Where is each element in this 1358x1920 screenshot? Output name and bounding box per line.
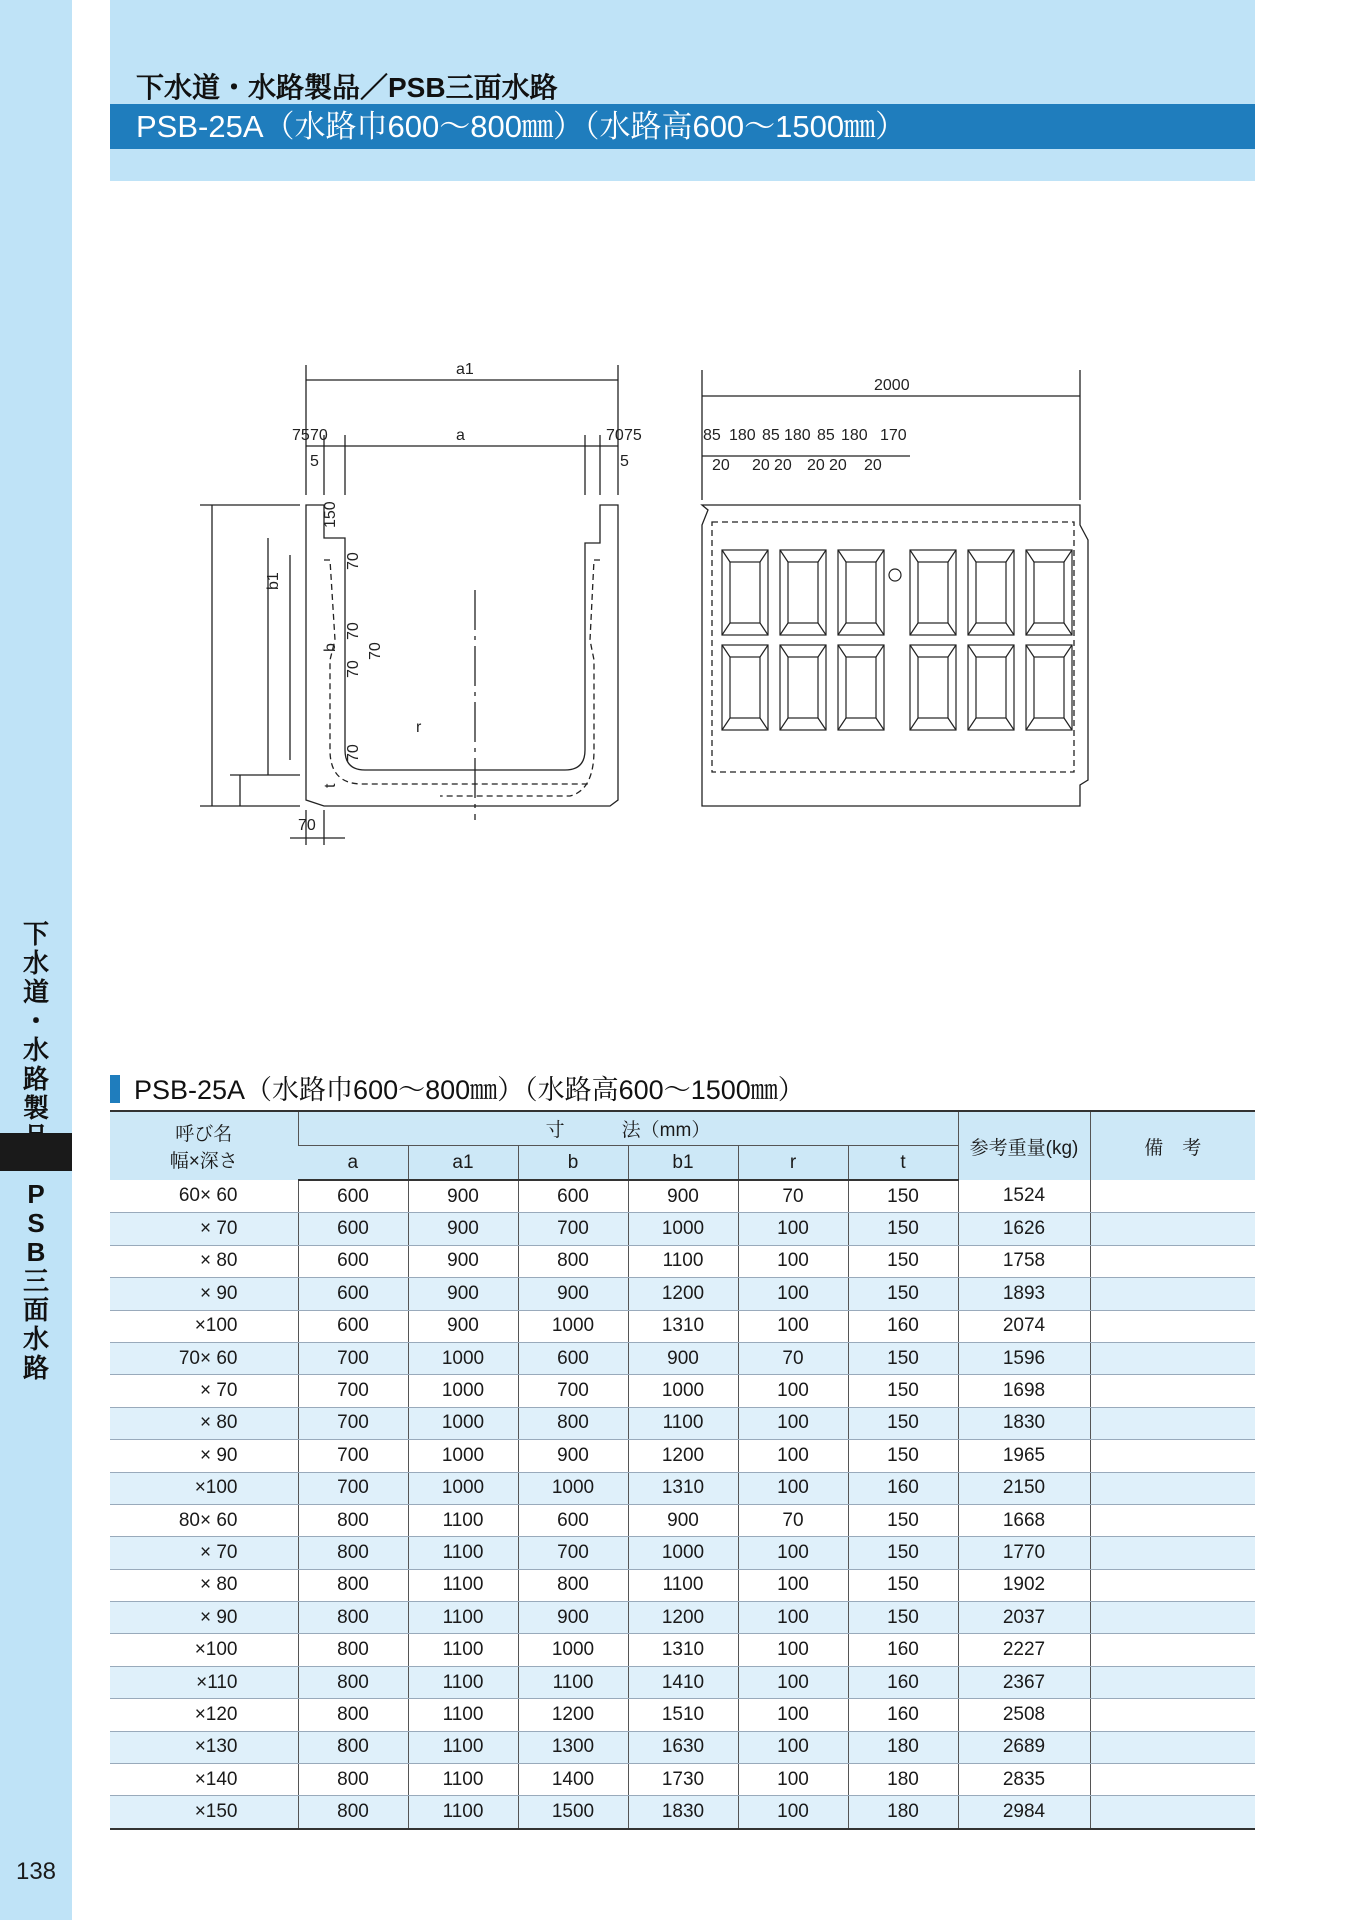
dim-85-3: 85 [817,427,835,444]
table-cell: 1668 [958,1504,1090,1536]
table-cell: 100 [738,1602,848,1634]
table-cell: 900 [408,1245,518,1277]
table-cell: 1310 [628,1634,738,1666]
dim-20-4: 20 [807,457,825,474]
dim-170: 170 [880,427,907,444]
table-cell: 150 [848,1245,958,1277]
header-name-line1: 呼び名 [175,1124,233,1145]
table-cell: 1410 [628,1666,738,1698]
category-title: 下水道・水路製品／PSB三面水路 [136,72,558,103]
table-cell: ×100 [110,1472,298,1504]
technical-drawing [140,340,1170,860]
table-cell: 1310 [628,1310,738,1342]
table-cell: 100 [738,1407,848,1439]
table-cell: 1000 [518,1310,628,1342]
table-cell: 1100 [628,1245,738,1277]
table-cell: 60× 60 [110,1180,298,1213]
table-cell: 160 [848,1634,958,1666]
dim-a1-label: a1 [456,361,474,378]
table-title-marker [110,1075,120,1103]
table-cell: 800 [518,1245,628,1277]
header-col-a1: a1 [408,1146,518,1181]
header-dims: 寸 法（mm） [298,1111,958,1146]
dim-a-label: a [456,427,465,444]
table-cell: 1596 [958,1342,1090,1374]
table-cell: × 90 [110,1440,298,1472]
table-row [110,1472,1255,1504]
table-cell: 900 [518,1602,628,1634]
side-bot-char: P [27,1179,45,1209]
dim-75-right: 75 [624,427,642,444]
table-cell: 600 [518,1180,628,1213]
table-cell: 900 [518,1278,628,1310]
table-cell-remarks [1090,1666,1255,1698]
panel-recess-inner [918,657,948,718]
table-cell: 1000 [628,1213,738,1245]
side-tab-divider [0,1133,72,1171]
table-cell-remarks [1090,1602,1255,1634]
table-cell-remarks [1090,1699,1255,1731]
table-cell: × 90 [110,1278,298,1310]
side-tab-category [14,920,58,1152]
table-cell: 700 [518,1375,628,1407]
table-row [110,1699,1255,1731]
dim-20-1: 20 [712,457,730,474]
table-cell: 2150 [958,1472,1090,1504]
dim-t-label: t [322,783,339,788]
table-cell: 1000 [628,1537,738,1569]
table-cell: × 80 [110,1569,298,1601]
table-cell: 150 [848,1504,958,1536]
table-cell-remarks [1090,1278,1255,1310]
dim-180-3: 180 [841,427,868,444]
dim-20-3: 20 [774,457,792,474]
table-cell: 900 [628,1180,738,1213]
table-cell: 100 [738,1440,848,1472]
table-cell: 700 [518,1213,628,1245]
panel-recess-inner [730,562,760,623]
table-cell: 100 [738,1537,848,1569]
panel-recess-inner [918,562,948,623]
table-row [110,1796,1255,1829]
table-cell: 160 [848,1666,958,1698]
dim-5-right: 5 [620,453,629,470]
table-cell: 70× 60 [110,1342,298,1374]
table-cell: 100 [738,1764,848,1796]
dim-85-1: 85 [703,427,721,444]
table-cell: 2367 [958,1666,1090,1698]
table-cell: 150 [848,1569,958,1601]
panel-recess-inner [1034,562,1064,623]
table-cell: 1524 [958,1180,1090,1213]
panel-recess [838,645,884,730]
table-cell-remarks [1090,1504,1255,1536]
table-cell: 1000 [518,1634,628,1666]
table-cell: 100 [738,1569,848,1601]
table-cell: 800 [518,1407,628,1439]
table-row [110,1440,1255,1472]
table-cell: 150 [848,1537,958,1569]
table-cell: 1730 [628,1764,738,1796]
dim-5-left: 5 [310,453,319,470]
table-cell: × 70 [110,1537,298,1569]
dim-150-label: 150 [322,501,339,528]
table-cell: 1000 [408,1375,518,1407]
table-cell: 800 [298,1796,408,1829]
table-cell-remarks [1090,1537,1255,1569]
table-cell-remarks [1090,1213,1255,1245]
table-cell: 1000 [408,1440,518,1472]
dim-70-left: 70 [310,427,328,444]
side-top-char: ・ [22,1006,49,1036]
dim-70-right: 70 [606,427,624,444]
table-cell: 70 [738,1504,848,1536]
panel-recess-inner [976,657,1006,718]
panel-recess-inner [1034,657,1064,718]
table-row [110,1213,1255,1245]
table-cell: × 70 [110,1375,298,1407]
header-remarks: 備 考 [1090,1111,1255,1180]
table-cell: 1100 [408,1666,518,1698]
table-cell: × 80 [110,1245,298,1277]
table-cell: 180 [848,1731,958,1763]
table-cell: 1100 [408,1504,518,1536]
table-cell: ×150 [110,1796,298,1829]
header-col-a: a [298,1146,408,1181]
table-cell: 1200 [628,1278,738,1310]
table-cell: 2984 [958,1796,1090,1829]
table-cell: 1100 [408,1731,518,1763]
table-cell: 900 [628,1504,738,1536]
table-cell: 150 [848,1180,958,1213]
panel-recess-inner [788,657,818,718]
page-number: 138 [15,1858,57,1885]
dim-70-a: 70 [345,552,362,570]
header-name [110,1111,298,1180]
table-cell: 1400 [518,1764,628,1796]
table-row [110,1504,1255,1536]
table-cell: 1902 [958,1569,1090,1601]
table-cell: 1100 [408,1569,518,1601]
table-cell: 1698 [958,1375,1090,1407]
table-cell: 600 [298,1213,408,1245]
table-cell: 100 [738,1796,848,1829]
panel-recess-inner [846,657,876,718]
panel-recess-inner [846,562,876,623]
dim-180-2: 180 [784,427,811,444]
panel-recess [780,550,826,635]
panel-recess-inner [788,562,818,623]
table-cell: 1100 [628,1407,738,1439]
table-cell: 150 [848,1407,958,1439]
table-cell: 1830 [958,1407,1090,1439]
table-cell-remarks [1090,1407,1255,1439]
table-cell: 1830 [628,1796,738,1829]
table-cell: 160 [848,1699,958,1731]
dim-2000-label: 2000 [874,377,910,394]
table-cell: × 70 [110,1213,298,1245]
dim-70-e: 70 [345,744,362,762]
table-cell: 2689 [958,1731,1090,1763]
panel-recess [1026,645,1072,730]
table-cell: 800 [298,1634,408,1666]
side-top-char: 水 [22,948,49,978]
table-cell: 600 [518,1342,628,1374]
table-cell-remarks [1090,1796,1255,1829]
table-row [110,1342,1255,1374]
table-cell: 1100 [408,1537,518,1569]
header-col-b1: b1 [628,1146,738,1181]
table-row [110,1310,1255,1342]
table-cell: 600 [298,1278,408,1310]
table-cell: 1200 [518,1699,628,1731]
table-cell: 800 [298,1569,408,1601]
table-title-text: PSB-25A（水路巾600～800㎜）（水路高600～1500㎜） [134,1075,805,1105]
dim-r-label: r [416,719,422,736]
table-cell: 700 [518,1537,628,1569]
table-cell-remarks [1090,1375,1255,1407]
table-cell: 1893 [958,1278,1090,1310]
table-row [110,1764,1255,1796]
table-cell: 900 [408,1180,518,1213]
table-cell: 180 [848,1796,958,1829]
dim-70-bottom: 70 [298,817,316,834]
table-row [110,1731,1255,1763]
table-cell: 800 [298,1764,408,1796]
header-name-line2: 幅×深さ [169,1151,238,1172]
table-cell: 1300 [518,1731,628,1763]
side-bot-char: B [26,1237,46,1267]
side-top-char: 製 [22,1093,49,1123]
dim-b-label: b [322,643,339,652]
panel-recess [910,645,956,730]
table-cell: 180 [848,1764,958,1796]
table-cell: 900 [408,1213,518,1245]
table-cell: 100 [738,1375,848,1407]
table-cell: 100 [738,1699,848,1731]
dim-20-5: 20 [829,457,847,474]
side-top-char: 路 [22,1064,49,1094]
table-cell-remarks [1090,1472,1255,1504]
table-cell: × 80 [110,1407,298,1439]
header-col-b: b [518,1146,628,1181]
table-cell: 1630 [628,1731,738,1763]
table-cell: 1100 [408,1699,518,1731]
dim-70-d: 70 [367,642,384,660]
table-cell: 900 [628,1342,738,1374]
side-top-char: 水 [22,1035,49,1065]
side-top-char: 道 [22,977,49,1007]
table-cell: 2508 [958,1699,1090,1731]
table-cell: 100 [738,1731,848,1763]
table-cell: ×110 [110,1666,298,1698]
table-cell: 600 [298,1245,408,1277]
table-cell: 100 [738,1310,848,1342]
side-tab-product [14,1180,58,1383]
table-cell-remarks [1090,1342,1255,1374]
table-cell: 800 [298,1602,408,1634]
table-cell: 600 [518,1504,628,1536]
table-cell: 100 [738,1666,848,1698]
table-cell: 100 [738,1245,848,1277]
dim-20-6: 20 [864,457,882,474]
panel-recess-inner [730,657,760,718]
table-cell: 900 [408,1278,518,1310]
header-weight: 参考重量(kg) [958,1111,1090,1180]
table-cell: 1000 [518,1472,628,1504]
table-cell: 80× 60 [110,1504,298,1536]
panel-recess-inner [976,562,1006,623]
table-cell: 1000 [628,1375,738,1407]
spec-table [110,1110,1255,1830]
dim-20-2: 20 [752,457,770,474]
table-cell: ×120 [110,1699,298,1731]
table-cell: 1100 [408,1764,518,1796]
panel-recess [722,645,768,730]
table-cell: 2227 [958,1634,1090,1666]
header-col-t: t [848,1146,958,1181]
table-cell-remarks [1090,1569,1255,1601]
header-col-r: r [738,1146,848,1181]
panel-recess [910,550,956,635]
table-cell: 100 [738,1278,848,1310]
panel-recess [968,550,1014,635]
dim-b1-label: b1 [265,572,282,590]
table-row [110,1666,1255,1698]
side-bot-char: 三 [22,1266,49,1296]
table-cell: 1100 [628,1569,738,1601]
table-cell-remarks [1090,1764,1255,1796]
table-cell: 100 [738,1213,848,1245]
table-cell-remarks [1090,1731,1255,1763]
table-cell: × 90 [110,1602,298,1634]
side-bot-char: S [27,1208,45,1238]
table-row [110,1569,1255,1601]
panel-recess [1026,550,1072,635]
dim-70-b: 70 [345,622,362,640]
table-cell: 70 [738,1180,848,1213]
table-cell-remarks [1090,1634,1255,1666]
table-cell: 150 [848,1342,958,1374]
table-cell: 800 [298,1699,408,1731]
table-cell: 160 [848,1472,958,1504]
side-bot-char: 路 [22,1353,49,1383]
table-cell: 150 [848,1375,958,1407]
table-cell: 100 [738,1634,848,1666]
table-title [110,1068,805,1107]
table-cell-remarks [1090,1310,1255,1342]
table-cell: 700 [298,1440,408,1472]
table-row [110,1407,1255,1439]
table-cell: 1100 [408,1634,518,1666]
table-cell: 1626 [958,1213,1090,1245]
table-cell: 700 [298,1407,408,1439]
table-row [110,1634,1255,1666]
table-row [110,1278,1255,1310]
table-cell: 2074 [958,1310,1090,1342]
table-cell: 1310 [628,1472,738,1504]
table-cell: 1500 [518,1796,628,1829]
table-row [110,1180,1255,1213]
table-cell: 1000 [408,1472,518,1504]
table-row [110,1375,1255,1407]
dim-85-2: 85 [762,427,780,444]
panel-recess [838,550,884,635]
table-cell: 1510 [628,1699,738,1731]
table-cell: ×130 [110,1731,298,1763]
side-top-char: 下 [22,919,49,949]
table-cell: 900 [408,1310,518,1342]
table-cell: 150 [848,1213,958,1245]
table-cell: 70 [738,1342,848,1374]
table-cell: 800 [518,1569,628,1601]
table-cell: 150 [848,1278,958,1310]
side-bot-char: 水 [22,1324,49,1354]
table-cell: 700 [298,1472,408,1504]
table-cell: ×100 [110,1634,298,1666]
table-cell: 700 [298,1375,408,1407]
table-row [110,1537,1255,1569]
page-title: PSB-25A（水路巾600～800㎜）（水路高600～1500㎜） [136,109,907,144]
table-cell: 160 [848,1310,958,1342]
table-row [110,1245,1255,1277]
table-cell: 100 [738,1472,848,1504]
table-cell: 1000 [408,1407,518,1439]
table-cell: 600 [298,1310,408,1342]
table-cell: 800 [298,1537,408,1569]
table-cell-remarks [1090,1245,1255,1277]
table-cell: 1770 [958,1537,1090,1569]
table-cell: 800 [298,1731,408,1763]
panel-recess [780,645,826,730]
dim-180-1: 180 [729,427,756,444]
table-cell-remarks [1090,1440,1255,1472]
table-cell: 1100 [408,1796,518,1829]
panel-recess [722,550,768,635]
panel-recess [968,645,1014,730]
side-bot-char: 面 [22,1295,49,1325]
table-cell: 1200 [628,1602,738,1634]
table-cell: 150 [848,1602,958,1634]
dim-70-c: 70 [345,660,362,678]
table-cell: 1100 [408,1602,518,1634]
table-cell: 800 [298,1504,408,1536]
table-row [110,1602,1255,1634]
table-cell: 1758 [958,1245,1090,1277]
table-cell: 1100 [518,1666,628,1698]
table-cell: 1200 [628,1440,738,1472]
table-cell: 600 [298,1180,408,1213]
table-cell: 700 [298,1342,408,1374]
table-cell: 800 [298,1666,408,1698]
table-cell: 2037 [958,1602,1090,1634]
table-cell: ×100 [110,1310,298,1342]
table-cell-remarks [1090,1180,1255,1213]
table-cell: 150 [848,1440,958,1472]
table-cell: 1965 [958,1440,1090,1472]
table-cell: 2835 [958,1764,1090,1796]
table-cell: 1000 [408,1342,518,1374]
dim-75-left: 75 [292,427,310,444]
table-cell: ×140 [110,1764,298,1796]
table-cell: 900 [518,1440,628,1472]
